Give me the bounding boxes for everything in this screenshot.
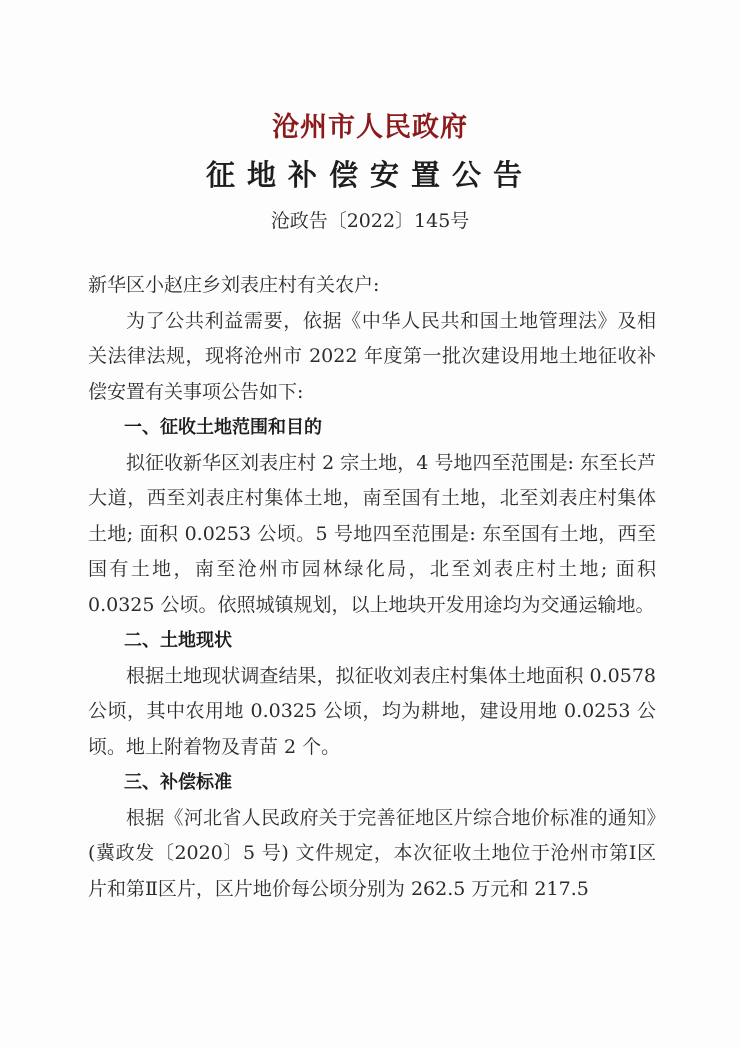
document-number: 沧政告〔2022〕145号 [270, 210, 470, 232]
section-heading-3: 三、补偿标准 [124, 772, 232, 793]
section-paragraph-2: 根据土地现状调查结果，拟征收刘表庄村集体土地面积 0.0578 公顷，其中农用地 0.0325 公顷，均为耕地，建设用地 0.0253 公顷。地上附着物及青苗 2 个。 [88, 664, 656, 758]
addressee: 新华区小赵庄乡刘表庄村有关农户: [88, 274, 380, 296]
section-paragraph-3: 根据《河北省人民政府关于完善征地区片综合地价标准的通知》(冀政发〔2020〕5 号) 文件规定，本次征收土地位于沧州市第Ⅰ区片和第Ⅱ区片，区片地价每公顷分别为 262.5 万元和 217.5 [88, 806, 656, 900]
document-header [0, 108, 740, 236]
intro-paragraph: 为了公共利益需要，依据《中华人民共和国土地管理法》及相关法律法规，现将沧州市 2022 年度第一批次建设用地土地征收补偿安置有关事项公告如下: [88, 309, 656, 403]
document-body [88, 268, 656, 907]
issuer-title: 沧州市人民政府 [272, 112, 468, 143]
section-heading-2: 二、土地现状 [124, 630, 232, 651]
announcement-title: 征地补偿安置公告 [205, 158, 534, 192]
section-heading-1: 一、征收土地范围和目的 [124, 417, 322, 438]
section-paragraph-1: 拟征收新华区刘表庄村 2 宗土地，4 号地四至范围是: 东至长芦大道，西至刘表庄村集体土地，南至国有土地，北至刘表庄村集体土地; 面积 0.0253 公顷。5 号地四至范围是: 东至国有土地，西至国有土地，南至沧州市园林绿化局，北至刘表庄村土地; 面积 0.0325 公顷。依照城镇规划，以上地块开发用途均为交通运输地。 [88, 451, 656, 616]
